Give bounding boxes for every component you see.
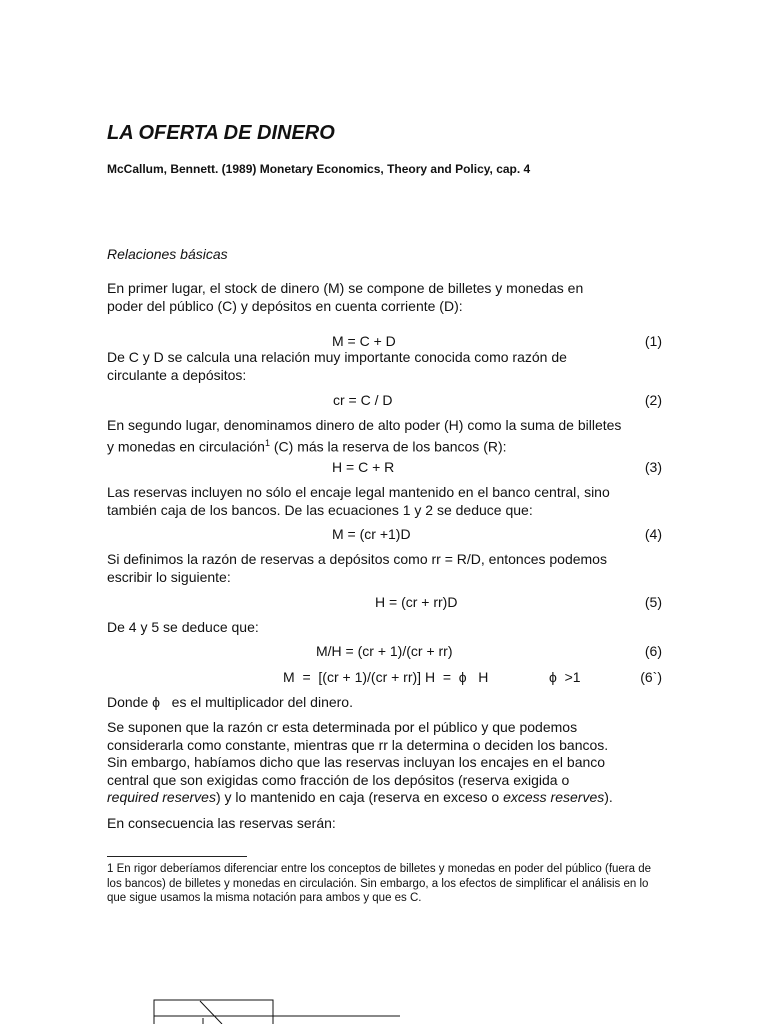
paragraph-line: considerarla como constante, mientras que rr la determina o deciden los bancos. bbox=[107, 736, 609, 753]
paragraph-line: poder del público (C) y depósitos en cuenta corriente (D): bbox=[107, 297, 463, 314]
paragraph-line: En primer lugar, el stock de dinero (M) se compone de billetes y monedas en bbox=[107, 280, 584, 296]
diagram-box bbox=[154, 1000, 273, 1024]
equation-4: M = (cr +1)D bbox=[332, 526, 411, 542]
equation-number: (3) bbox=[644, 459, 662, 475]
equation-number: (2) bbox=[644, 392, 662, 408]
text-run: (C) más la reserva de los bancos (R): bbox=[270, 438, 507, 455]
equation-number: (6`) bbox=[640, 669, 662, 685]
footnote: 1 En rigor deberíamos diferenciar entre los conceptos de billetes y monedas en poder del público (fuera de los bancos) de billetes y monedas en circulación. Sin embargo, a los efectos de simplificar el análisis en lo que sigue usamos la misma notación para ambos y que es C. bbox=[107, 863, 652, 904]
paragraph-line: Sin embargo, habíamos dicho que las reservas incluyan los encajes en el banco bbox=[107, 754, 606, 770]
document-title: LA OFERTA DE DINERO bbox=[107, 122, 335, 144]
multiplier-condition: ϕ >1 bbox=[549, 669, 581, 685]
text-run: y monedas en circulación bbox=[107, 438, 265, 455]
paragraph-line: Las reservas incluyen no sólo el encaje legal mantenido en el banco central, sino bbox=[107, 484, 610, 500]
equation-6: M/H = (cr + 1)/(cr + rr) bbox=[316, 643, 453, 659]
paragraph-6: De 4 y 5 se deduce que: bbox=[107, 619, 259, 635]
equation-3: H = C + R bbox=[332, 459, 395, 475]
paragraph-line: central que son exigidas como fracción de los depósitos (reserva exigida o bbox=[107, 771, 570, 788]
paragraph-line: también caja de los bancos. De las ecuaciones 1 y 2 se deduce que: bbox=[107, 501, 533, 518]
paragraph-9: En consecuencia las reservas serán: bbox=[107, 815, 336, 831]
text-run: Donde bbox=[107, 694, 153, 710]
equation-6-prime: M = [(cr + 1)/(cr + rr)] H = ϕ H bbox=[283, 669, 489, 685]
equation-number: (6) bbox=[644, 643, 662, 659]
paragraph-line: En segundo lugar, denominamos dinero de alto poder (H) como la suma de billetes bbox=[107, 417, 622, 433]
italic-term: required reserves bbox=[107, 789, 216, 805]
equation-2: cr = C / D bbox=[333, 392, 393, 408]
text-run: ). bbox=[604, 789, 613, 805]
phi-symbol: ϕ bbox=[152, 694, 160, 710]
paragraph-line: De C y D se calcula una relación muy importante conocida como razón de bbox=[107, 349, 567, 365]
paragraph-line: Si definimos la razón de reservas a depósitos como rr = R/D, entonces podemos bbox=[107, 551, 607, 567]
paragraph-line: circulante a depósitos: bbox=[107, 366, 247, 383]
equation-1: M = C + D bbox=[332, 333, 396, 349]
paragraph-line: escribir lo siguiente: bbox=[107, 568, 231, 585]
section-heading: Relaciones básicas bbox=[107, 246, 228, 262]
equation-number: (4) bbox=[644, 526, 662, 542]
text-run: ) y lo mantenido en caja (reserva en exceso o bbox=[215, 789, 504, 805]
text-run: es el multiplicador del dinero. bbox=[160, 694, 353, 710]
paragraph-line: Se suponen que la razón cr esta determinada por el público y que podemos bbox=[107, 719, 578, 735]
footnote-marker: 1 bbox=[264, 437, 270, 448]
equation-number: (1) bbox=[644, 333, 662, 349]
italic-term: excess reserves bbox=[503, 789, 605, 805]
bibliographic-reference: McCallum, Bennett. (1989) Monetary Economics, Theory and Policy, cap. 4 bbox=[107, 162, 531, 176]
equation-5: H = (cr + rr)D bbox=[375, 594, 458, 610]
equation-number: (5) bbox=[644, 594, 662, 610]
